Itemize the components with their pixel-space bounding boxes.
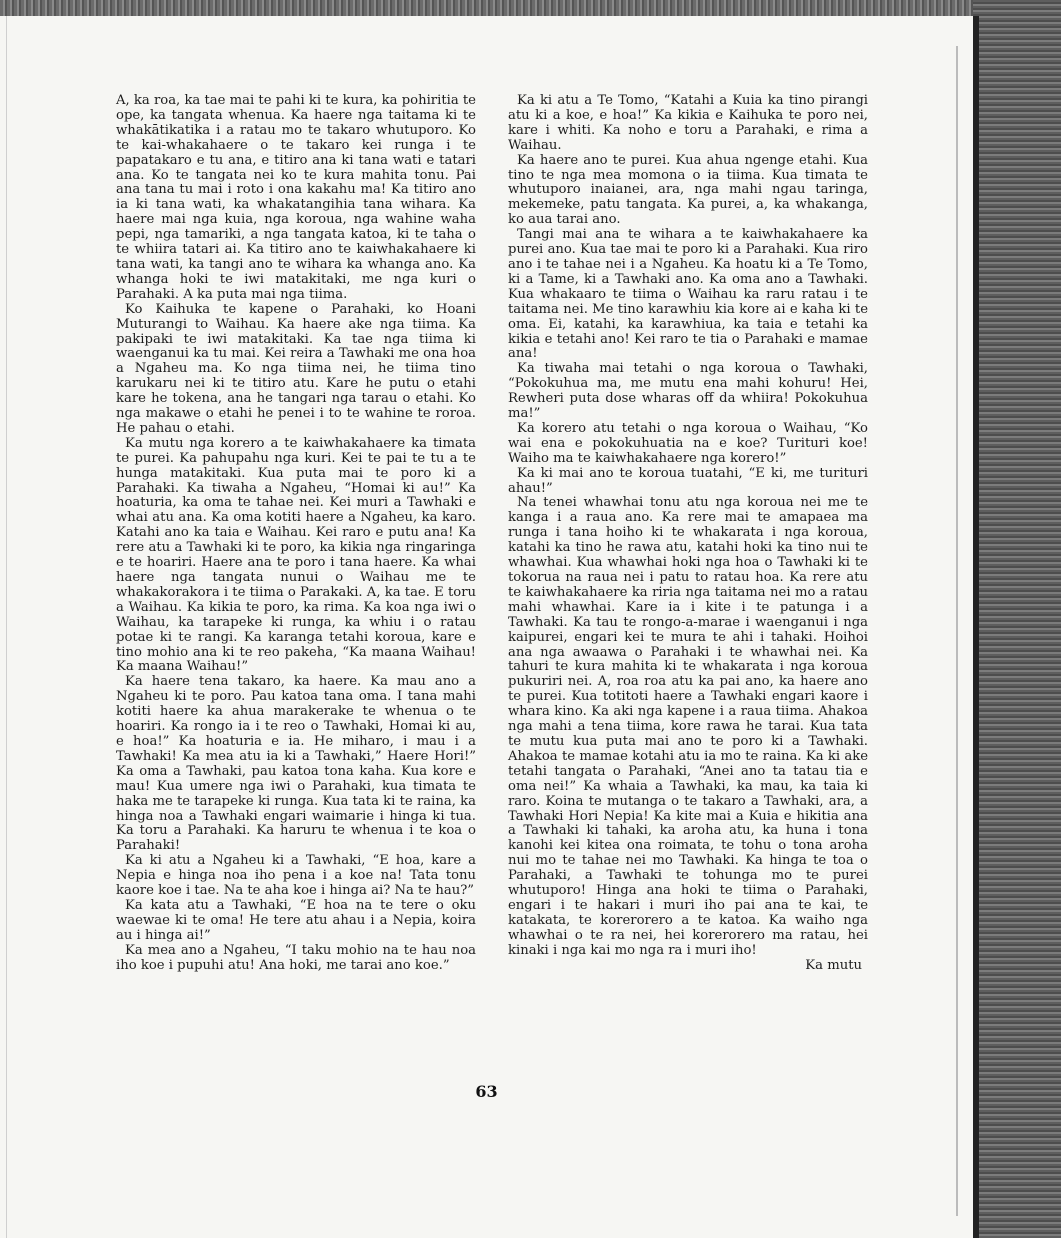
paragraph: Ka ki atu a Ngaheu ki a Tawhaki, “E hoa, kare a Nepia e hinga noa iho pena i a koe na! Tata tonu kaore koe i tae. Na te aha koe i hinga ai? Na te hau?” [116, 853, 476, 899]
scan-border-top [0, 0, 1061, 16]
paragraph: Ka kata atu a Tawhaki, “E hoa na te tere o oku waewae ki te oma! He tere atu ahau i a Nepia, koira au i hinga ai!” [116, 897, 476, 943]
paragraph: Ka ki atu a Te Tomo, “Katahi a Kuia ka tino pirangi atu ki a koe, e hoa!” Ka kikia e Kaihuka te poro nei, kare i whiti. Ka noho e toru a Parahaki, e rima a Waihau. [508, 93, 868, 153]
paragraph: Tangi mai ana te wihara a te kaiwhakahaere ka purei ano. Kua tae mai te poro ki a Parahaki. Kua riro ano i te tahae nei i a Ngaheu. Ka hoatu ki a Te Tomo, ki a Tame, ki a Tawhaki ano. Ka oma ano a Tawhaki. Kua whakaaro te tiima o Waihau ka raru ratau i te taitama nei. Me tino karawhiu kia kore ai e kaha ki te oma. Ei, katahi, ka karawhiua, ka taia e tetahi ka kikia e tetahi ano! Kei raro te tia o Parahaki e mamae ana! [508, 227, 868, 362]
scan-border-right [973, 0, 1061, 1238]
paragraph: Ka mea ano a Ngaheu, “I taku mohio na te hau noa iho koe i pupuhi atu! Ana hoki, me tarai ano koe.” [116, 942, 476, 973]
paragraph: Ka mutu nga korero a te kaiwhakahaere ka timata te purei. Ka pahupahu nga kuri. Kei te pai te tu a te hunga matakitaki. Kua puta mai te poro ki a Parahaki. Ka tiwaha a Ngaheu, “Homai ki au!” Ka hoaturia, ka oma te tahae nei. Kei muri a Tawhaki e whai atu ana. Ka oma kotiti haere a Ngaheu, ka karo. Katahi ano ka taia e Waihau. Kei raro e putu ana! Ka rere atu a Tawhaki ki te poro, ka kikia nga ringaringa e te hoariri. Haere ana te poro i tana haere. Ka whai haere nga tangata nunui o Waihau me te whakakorakora i te tiima o Parakaki. A, ka tae. E toru a Waihau. Ka kikia te poro, ka rima. Ka koa nga iwi o Waihau, ka tarapeke ki runga, ka whiu i o ratau potae ki te rangi. Ka karanga tetahi koroua, kare e tino mohio ana ki te reo pakeha, “Ka maana Waihau! Ka maana Waihau!” [116, 435, 476, 675]
paragraph: Na tenei whawhai tonu atu nga koroua nei me te kanga i a raua ano. Ka rere mai te amapaea ma runga i tana hoiho ki te whakarata i nga koroua, katahi ka tino he rawa atu, katahi hoki ka tino nui te whawhai. Kua whawhai hoki nga hoa o Tawhaki ki te tokorua na raua nei i patu to ratau hoa. Ka rere atu te kaiwhakahaere ka riria nga taitama nei mo a ratau mahi whawhai. Kare ia i kite i te patunga i a Tawhaki. Ka tau te rongo-a-marae i waenganui i nga kaipurei, engari kei te mura te ahi i tahaki. Hoihoi ana nga awaawa o Parahaki i te whawhai nei. Ka tahuri te kura mahita ki te whakarata i nga koroua pukuriri nei. A, roa roa atu ka pai ano, ka haere ano te purei. Kua totitoti haere a Tawhaki engari kaore i whara kino. Ka aki nga kapene i a raua tiima. Ahakoa nga mahi a tena tiima, kore rawa he tarai. Kua tata te mutu kua puta mai ano te poro ki a Tawhaki. Ahakoa te mamae kotahi atu ia mo te raina. Ka ki ake tetahi tangata o Parahaki, “Anei ano ta tatau tia e oma nei!” Ka whaia a Tawhaki, ka mau, ka taia ki raro. Koina te mutanga o te takaro a Tawhaki, ara, a Tawhaki Hori Nepia! Ka kite mai a Kuia e hikitia ana a Tawhaki ki tahaki, ka aroha atu, ka huna i tona kanohi kei kitea ona roimata, te tohu o tona aroha nui mo te tahae nei mo Tawhaki. Ka hinga te toa o Parahaki, a Tawhaki te tohunga mo te purei whutuporo! Hinga ana hoki te tiima o Parahaki, engari i te hakari i muri iho pai ana te kai, te katakata, te korerorero a te katoa. Ka waiho nga whawhai o te ra nei, hei korerorero ma ratau, hei kinaki i nga kai mo nga ra i muri iho! [508, 495, 868, 958]
paragraph: Ka ki mai ano te koroua tuatahi, “E ki, me turituri ahau!” [508, 465, 868, 496]
paragraph: A, ka roa, ka tae mai te pahi ki te kura, ka pohiritia te ope, ka tangata whenua. Ka haere nga taitama ki te whakātikatika i a ratau mo te takaro whutuporo. Ko te kai-whakahaere o te takaro kei runga i te papatakaro e tu ana, e titiro ana ki tana wati e tatari ana. Ko te tangata nei ko te kura mahita tonu. Pai ana tana tu mai i roto i ona kakahu ma! Ka titiro ano ia ki tana wati, ka whakatangihia tana wihara. Ka haere mai nga kuia, nga koroua, nga wahine waha pepi, nga tamariki, a nga tangata katoa, ki te taha o te whiira tatari ai. Ka titiro ano te kaiwhakahaere ki tana wati, ka tangi ano te wihara ka whanga ano. Ka whanga hoki te iwi matakitaki, me nga kuri o Parahaki. A ka puta mai nga tiima. [116, 93, 476, 302]
right-text-column [508, 94, 868, 973]
paragraph: Ka korero atu tetahi o nga koroua o Waihau, “Ko wai ena e pokokuhuatia na e koe? Turituri koe! Waiho ma te kaiwhakahaere nga korero!” [508, 420, 868, 466]
paragraph: Ko Kaihuka te kapene o Parahaki, ko Hoani Muturangi to Waihau. Ka haere ake nga tiima. Ka pakipaki te iwi matakitaki. Ka tae nga tiima ki waenganui ka tu mai. Kei reira a Tawhaki me ona hoa a Ngaheu ma. Ko nga tiima nei, he tiima tino karukaru nei ki te titiro atu. Kare he putu o etahi kare he tokena, ana he tangari nga tarau o etahi. Ko nga makawe o etahi he penei i to te wahine te roroa. He pahau o etahi. [116, 301, 476, 436]
continued-text: Ka mutu [805, 957, 862, 973]
paragraph: Ka haere ano te purei. Kua ahua ngenge etahi. Kua tino te nga mea momona o ia tiima. Kua timata te whutuporo inaianei, ara, nga mahi ngau taringa, mekemeke, patu tangata. Ka purei, a, ka whakanga, ko aua tarai ano. [508, 152, 868, 228]
page-edge-rule [956, 46, 958, 1216]
page-gutter-line [6, 16, 7, 1238]
book-page [0, 16, 979, 1238]
page-number: 63 [475, 1082, 498, 1101]
paragraph: Ka haere tena takaro, ka haere. Ka mau ano a Ngaheu ki te poro. Pau katoa tana oma. I tana mahi kotiti haere ka ahua marakerake te whenua o te hoariri. Ka rongo ia i te reo o Tawhaki, Homai ki au, e hoa!” Ka hoaturia e ia. He miharo, i mau i a Tawhaki! Ka mea atu ia ki a Tawhaki,” Haere Hori!” Ka oma a Tawhaki, pau katoa tona kaha. Kua kore e mau! Kua umere nga iwi o Parahaki, kua timata te haka me te tarapeke ki runga. Kua tata ki te raina, ka hinga noa a Tawhaki engari waimarie i hinga ki tua. Ka toru a Parahaki. Ka haruru te whenua i te koa o Parahaki! [116, 674, 476, 854]
paragraph: Ka tiwaha mai tetahi o nga koroua o Tawhaki, “Pokokuhua ma, me mutu ena mahi kohuru! Hei, Rewheri puta dose wharas off da whiira! Pokokuhua ma!” [508, 361, 868, 422]
left-text-column [116, 94, 476, 973]
